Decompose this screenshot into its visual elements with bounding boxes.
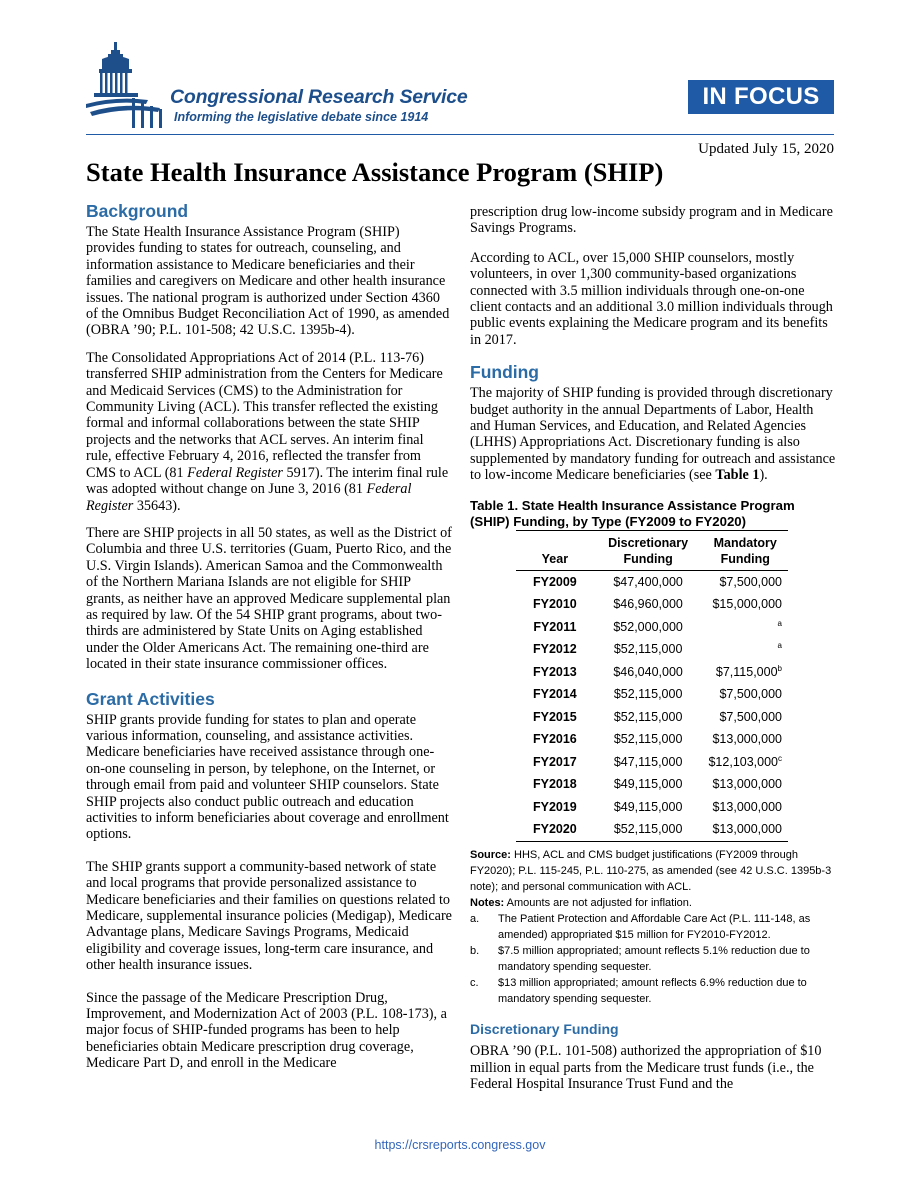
- cell-mandatory-value: $15,000,000: [712, 597, 782, 612]
- cell-mandatory-value: $7,500,000: [719, 574, 782, 589]
- table-caption: Table 1. State Health Insurance Assistance Program (SHIP) Funding, by Type (FY2009 to FY2020): [470, 497, 795, 529]
- cell-discretionary: $47,400,000: [613, 574, 683, 589]
- updated-date: Updated July 15, 2020: [698, 141, 834, 157]
- table-row: [516, 683, 788, 706]
- footnote-marker: a: [777, 618, 782, 628]
- table-row: [516, 773, 788, 796]
- cell-discretionary: $52,115,000: [613, 687, 683, 702]
- table-notes: [470, 847, 836, 1007]
- table-footnotes: [470, 911, 836, 1007]
- table-row: [516, 570, 788, 593]
- col-header-discretionary: Discretionary Funding: [594, 530, 703, 570]
- footnote-letter: a.: [470, 912, 480, 925]
- cell-discretionary: $46,960,000: [613, 597, 683, 612]
- cell-mandatory-value: $13,000,000: [712, 777, 782, 792]
- table-row: [516, 818, 788, 841]
- background-paragraph-3: There are SHIP projects in all 50 states, as well as the District of Columbia and three U.S. territories (Guam, Puerto Rico, and the U.S. Virgin Islands). American Samoa and the Commonwealth of the Northern Mariana Islands are not eligible for SHIP grants, as neither have an approved Medicare supplemental plan as required by law. Of the 54 SHIP grant programs, about two-thirds are administered by State Units on Aging established under the Older Americans Act. The remaining one-third are located in their state insurance commissioner offices.: [86, 524, 452, 673]
- capitol-dome-logo-icon: [86, 42, 166, 128]
- cell-year: FY2018: [532, 777, 577, 792]
- cell-year: FY2012: [532, 642, 577, 657]
- cell-mandatory: [702, 661, 788, 684]
- footnote-item: [470, 943, 836, 975]
- page-title: State Health Insurance Assistance Program (SHIP): [86, 157, 664, 187]
- table-row: [516, 661, 788, 684]
- cell-discretionary: $52,115,000: [613, 709, 683, 724]
- left-column: [86, 200, 452, 1083]
- cell-mandatory: [702, 728, 788, 751]
- table-row: [516, 706, 788, 729]
- cell-mandatory: [702, 751, 788, 774]
- cell-mandatory-value: $13,000,000: [712, 732, 782, 747]
- funding-paragraph-1: The majority of SHIP funding is provided through discretionary budget authority in the annual Departments of Labor, Health and Human Services, and Education, and Related Agencies (LHHS) Appropriations Act. Discretionary funding is also supplemented by mandatory funding for outreach and assistance to low-income Medicare beneficiaries (see Table 1).: [470, 385, 836, 484]
- right-column: [470, 204, 836, 1103]
- table-row: [516, 638, 788, 661]
- footer-link[interactable]: https://crsreports.congress.gov: [374, 1138, 546, 1152]
- cell-mandatory-value: $7,500,000: [719, 687, 782, 702]
- heading-funding: Funding: [470, 362, 540, 383]
- cell-mandatory: [702, 683, 788, 706]
- cell-mandatory-value: $13,000,000: [712, 799, 782, 814]
- cell-year: FY2014: [532, 687, 577, 702]
- cell-mandatory-value: $13,000,000: [712, 822, 782, 837]
- cell-discretionary: $52,000,000: [613, 619, 683, 634]
- cell-discretionary: $49,115,000: [613, 799, 683, 814]
- cell-year: FY2010: [532, 597, 577, 612]
- in-focus-badge: IN FOCUS: [688, 80, 834, 114]
- footnote-marker: c: [778, 753, 782, 763]
- table-row: [516, 728, 788, 751]
- footnote-marker: a: [777, 641, 782, 651]
- org-tagline: Informing the legislative debate since 1914: [174, 110, 429, 124]
- cell-mandatory: [702, 706, 788, 729]
- grant-paragraph-1: SHIP grants provide funding for states to plan and operate various information, counseling, and assistance activities. Medicare beneficiaries have received assistance through one-on-one counseling in person, by telephone, on the Internet, or through email from paid and volunteer SHIP counselors. State SHIP projects also conduct public outreach and education activities to inform beneficiaries about coverage and enrollment options.: [86, 711, 449, 843]
- footnote-letter: b.: [470, 944, 480, 957]
- table-source: Source: HHS, ACL and CMS budget justifications (FY2009 through FY2020); P.L. 115-245, P.L. 110-275, as amended (see 42 U.S.C. 1395b-3 note); and personal communication with ACL.: [470, 848, 832, 893]
- cell-discretionary: $46,040,000: [613, 664, 683, 679]
- grant-paragraph-2: The SHIP grants support a community-based network of state and local programs that provide personalized assistance to Medicare beneficiaries and their families on questions related to Medicare, supplemental insurance policies (Medigap), Medicare Advantage plans, Medicare Savings Programs, Medicaid eligibility and coverage issues, long-term care insurance, and other health insurance issues.: [86, 858, 452, 974]
- footnote-text: $7.5 million appropriated; amount reflects 5.1% reduction due to mandatory spending sequester.: [498, 944, 810, 973]
- cell-year: FY2016: [532, 732, 577, 747]
- footnote-text: $13 million appropriated; amount reflects 6.9% reduction due to mandatory spending sequester.: [498, 976, 807, 1005]
- heading-discretionary-funding: Discretionary Funding: [470, 1020, 619, 1037]
- cell-mandatory-value: $12,103,000: [708, 754, 778, 769]
- cell-mandatory: [702, 593, 788, 616]
- cell-mandatory: [702, 796, 788, 819]
- table-body: [516, 570, 788, 841]
- cell-discretionary: $52,115,000: [613, 732, 683, 747]
- heading-grant-activities: Grant Activities: [86, 688, 215, 709]
- cell-discretionary: $52,115,000: [613, 822, 683, 837]
- cell-year: FY2019: [532, 799, 577, 814]
- cell-mandatory: [702, 818, 788, 841]
- cell-mandatory: [702, 638, 788, 661]
- cell-year: FY2009: [532, 574, 577, 589]
- cell-year: FY2017: [532, 754, 577, 769]
- footnote-text: The Patient Protection and Affordable Care Act (P.L. 111-148, as amended) appropriated $15 million for FY2010-FY2012.: [498, 912, 811, 941]
- cell-mandatory: [702, 773, 788, 796]
- footnote-marker: b: [777, 663, 782, 673]
- funding-table: [516, 530, 788, 842]
- cell-discretionary: $49,115,000: [613, 777, 683, 792]
- table-row: [516, 593, 788, 616]
- cell-mandatory: [702, 570, 788, 593]
- cell-mandatory: [702, 616, 788, 639]
- col-header-year: Year: [516, 530, 594, 570]
- footnote-item: [470, 911, 836, 943]
- cell-discretionary: $52,115,000: [613, 642, 683, 657]
- grant-paragraph-3: Since the passage of the Medicare Prescription Drug, Improvement, and Modernization Act of 2003 (P.L. 108-173), a major focus of SHIP-funded programs has been to help beneficiaries obtain Medicare prescription drug coverage, Medicare Part D, and enroll in the Medicare: [86, 989, 447, 1072]
- background-paragraph-1: The State Health Insurance Assistance Program (SHIP) provides funding to states for outreach, counseling, and information assistance to Medicare beneficiaries and their families and caregivers on Medicare and other health insurance issues. The national program is authorized under Section 4360 of the Omnibus Budget Reconciliation Act of 1990, as amended (OBRA ’90; P.L. 101-508; 42 U.S.C. 1395b-4).: [86, 224, 450, 339]
- cell-discretionary: $47,115,000: [613, 754, 683, 769]
- cell-year: FY2015: [532, 709, 577, 724]
- cell-mandatory-value: $7,115,000: [715, 664, 778, 679]
- grant-paragraph-4: According to ACL, over 15,000 SHIP counselors, mostly volunteers, in over 1,300 community-based organizations connected with 3.5 million individuals through one-on-one client contacts and an additional 3.0 million individuals through public events explaining the Medicare program and its benefits in 2017.: [470, 249, 833, 348]
- table-row: [516, 616, 788, 639]
- table-row: [516, 751, 788, 774]
- cell-mandatory-value: $7,500,000: [719, 709, 782, 724]
- cell-year: FY2020: [532, 822, 577, 837]
- org-name: Congressional Research Service: [170, 86, 468, 108]
- heading-background: Background: [86, 201, 189, 221]
- discretionary-paragraph-1: OBRA ’90 (P.L. 101-508) authorized the appropriation of $10 million in equal parts from the Medicare trust funds (i.e., the Federal Hospital Insurance Trust Fund and the: [470, 1043, 822, 1092]
- footnote-item: [470, 975, 836, 1007]
- grant-paragraph-3-continued: prescription drug low-income subsidy program and in Medicare Savings Programs.: [470, 204, 833, 237]
- table-row: [516, 796, 788, 819]
- footnote-letter: c.: [470, 976, 479, 989]
- cell-year: FY2013: [532, 664, 577, 679]
- cell-year: FY2011: [533, 619, 577, 634]
- table-notes-line: Notes: Amounts are not adjusted for inflation.: [470, 896, 692, 909]
- table-header-row: [516, 530, 788, 570]
- background-paragraph-2: The Consolidated Appropriations Act of 2014 (P.L. 113-76) transferred SHIP administration from the Centers for Medicare and Medicaid Services (CMS) to the Administration for Community Living (ACL). This transfer reflected the existing formal and informal collaborations between the state SHIP projects and the networks that ACL serves. An interim final rule, effective February 4, 2016, reflected the transfer from CMS to ACL (81 Federal Register 5917). The interim final rule was adopted without change on June 3, 2016 (81 Federal Register 35643).: [86, 349, 449, 514]
- col-header-mandatory: Mandatory Funding: [702, 530, 788, 570]
- header-divider: [86, 134, 834, 135]
